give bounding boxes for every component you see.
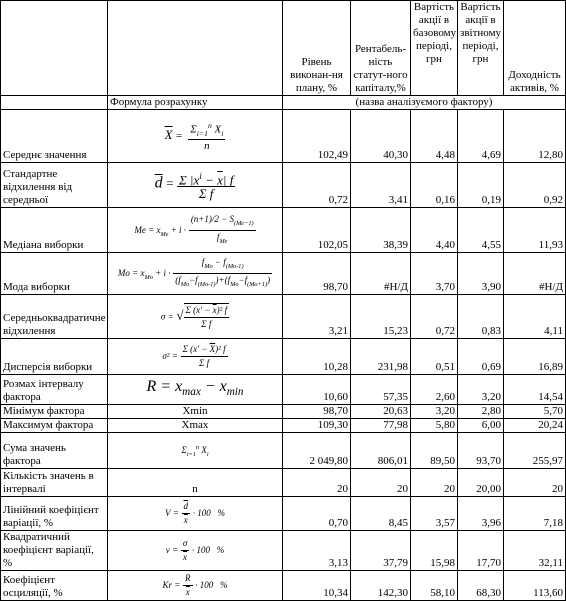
value-cell: 3,57: [411, 497, 458, 531]
value-cell: 14,54: [504, 375, 566, 405]
value-cell: 20: [504, 469, 566, 497]
formula-mean: $\overline{X}$ = $\frac{\Sigma_{i=1}^n X_i}{n}$: [108, 110, 283, 163]
value-cell: 98,70: [283, 405, 351, 419]
value-cell: 10,28: [283, 339, 351, 375]
formula-count: n: [108, 469, 283, 497]
column-header: Рентабель-ність статут-ного капіталу,%: [351, 1, 411, 96]
column-header: Вартість акції в базовому періоді, грн: [411, 1, 458, 96]
value-cell: 20,24: [504, 419, 566, 433]
value-cell: 10,34: [283, 571, 351, 601]
subheader-row: [1, 96, 566, 110]
value-cell: 0,51: [411, 339, 458, 375]
formula-variance: σ² = $\frac{\Sigma (x' - \overline{X})^2 f}{\text{Σ f}}$: [108, 339, 283, 375]
row-label: Медіана виборки: [1, 208, 108, 253]
row-label: Середнє значення: [1, 110, 108, 163]
table-row: [1, 253, 566, 295]
value-cell: 12,80: [504, 110, 566, 163]
row-label: Середньоквадратичне відхилення: [1, 295, 108, 339]
value-cell: 4,55: [458, 208, 504, 253]
row-label: Коефіцієнт осциляції, %: [1, 571, 108, 601]
value-cell: 10,60: [283, 375, 351, 405]
value-cell: 17,70: [458, 531, 504, 571]
row-label: Квадратичний коефіцієнт варіації, %: [1, 531, 108, 571]
table-row: [1, 295, 566, 339]
row-label: Мінімум фактора: [1, 405, 108, 419]
value-cell: 109,30: [283, 419, 351, 433]
value-cell: 0,72: [411, 295, 458, 339]
factor-span-header: (назва аналізуємого фактору): [283, 96, 566, 110]
row-label: Сума значень фактора: [1, 433, 108, 469]
value-cell: 4,69: [458, 110, 504, 163]
row-label: Кількість значень в інтервалі: [1, 469, 108, 497]
table-row: [1, 497, 566, 531]
value-cell: 142,30: [351, 571, 411, 601]
value-cell: 4,11: [504, 295, 566, 339]
table-row: [1, 419, 566, 433]
value-cell: 20,63: [351, 405, 411, 419]
value-cell: #Н/Д: [351, 253, 411, 295]
value-cell: 0,92: [504, 163, 566, 208]
value-cell: 3,20: [458, 375, 504, 405]
value-cell: 58,10: [411, 571, 458, 601]
value-cell: 38,39: [351, 208, 411, 253]
header-empty-label: [1, 1, 108, 96]
value-cell: 20,00: [458, 469, 504, 497]
value-cell: 98,70: [283, 253, 351, 295]
value-cell: 89,50: [411, 433, 458, 469]
formula-oscillation: Kr = $\frac{R}{x}$ · 100 %: [108, 571, 283, 601]
formula-range: $R = x_{max} - x_{min}$: [108, 375, 283, 405]
value-cell: 4,40: [411, 208, 458, 253]
value-cell: 5,80: [411, 419, 458, 433]
value-cell: 68,30: [458, 571, 504, 601]
row-label: Лінійний коефіцієнт варіації, %: [1, 497, 108, 531]
value-cell: 3,41: [351, 163, 411, 208]
row-label: Розмах інтервалу фактора: [1, 375, 108, 405]
value-cell: 3,96: [458, 497, 504, 531]
value-cell: 102,05: [283, 208, 351, 253]
value-cell: 93,70: [458, 433, 504, 469]
row-label: Мода виборки: [1, 253, 108, 295]
table-row: [1, 469, 566, 497]
value-cell: 11,93: [504, 208, 566, 253]
value-cell: 5,70: [504, 405, 566, 419]
value-cell: 77,98: [351, 419, 411, 433]
value-cell: 102,49: [283, 110, 351, 163]
value-cell: 806,01: [351, 433, 411, 469]
value-cell: 0,83: [458, 295, 504, 339]
value-cell: 37,79: [351, 531, 411, 571]
table-row: [1, 405, 566, 419]
column-header: Рівень виконан-ня плану, %: [283, 1, 351, 96]
value-cell: 32,11: [504, 531, 566, 571]
formula-mean-deviation: $\overline{d}$ = $\frac{\Sigma |x^i - \overline{x}| f}{\text{Σ f}}$: [108, 163, 283, 208]
table-row: [1, 433, 566, 469]
column-header: Вартість акції в звітному періоді, грн: [458, 1, 504, 96]
formula-column-header: Формула розрахунку: [108, 96, 283, 110]
value-cell: 20: [283, 469, 351, 497]
value-cell: 7,18: [504, 497, 566, 531]
formula-sum: $\Sigma_{i=1}^n$ $X_i$: [108, 433, 283, 469]
row-label: Максимум фактора: [1, 419, 108, 433]
formula-max: Xmax: [108, 419, 283, 433]
value-cell: 0,16: [411, 163, 458, 208]
table-row: [1, 339, 566, 375]
value-cell: 15,98: [411, 531, 458, 571]
formula-standard-deviation: σ = √ $\frac{\Sigma (x' - \overline{x})^2 f}{\text{Σ f}}$: [108, 295, 283, 339]
table-row: [1, 208, 566, 253]
value-cell: 6,00: [458, 419, 504, 433]
value-cell: 3,20: [411, 405, 458, 419]
value-cell: 8,45: [351, 497, 411, 531]
value-cell: 15,23: [351, 295, 411, 339]
table-row: [1, 571, 566, 601]
value-cell: 57,35: [351, 375, 411, 405]
value-cell: 113,60: [504, 571, 566, 601]
table-row: [1, 375, 566, 405]
value-cell: 3,13: [283, 531, 351, 571]
value-cell: 0,70: [283, 497, 351, 531]
header-row: [1, 1, 566, 96]
value-cell: 3,70: [411, 253, 458, 295]
value-cell: 40,30: [351, 110, 411, 163]
value-cell: 0,72: [283, 163, 351, 208]
value-cell: 3,21: [283, 295, 351, 339]
value-cell: 0,19: [458, 163, 504, 208]
value-cell: #Н/Д: [504, 253, 566, 295]
header-empty-formula: [108, 1, 283, 96]
value-cell: 3,90: [458, 253, 504, 295]
formula-median: $Me = x_{Me} + i$ · $\frac{(n+1)/2 - S_{(Me-1)}}{f_{Me}}$: [108, 208, 283, 253]
value-cell: 2 049,80: [283, 433, 351, 469]
value-cell: 2,60: [411, 375, 458, 405]
table-row: [1, 110, 566, 163]
formula-mode: $Mo = x_{Mo} + i$ · $\frac{f_{Mo} - f_{(Mo-1)}}{(f_{Mo}-f_{(Mo-1)})+(f_{Mo}-f_{(Mo+1)})}$: [108, 253, 283, 295]
value-cell: 231,98: [351, 339, 411, 375]
value-cell: 20: [351, 469, 411, 497]
value-cell: 0,69: [458, 339, 504, 375]
row-label: Дисперсія виборки: [1, 339, 108, 375]
table-row: [1, 531, 566, 571]
formula-quadratic-variation: ν = $\frac{\sigma}{x}$ · 100 %: [108, 531, 283, 571]
subheader-empty: [1, 96, 108, 110]
value-cell: 255,97: [504, 433, 566, 469]
formula-linear-variation: V = $\frac{\overline{d}}{x}$ · 100 %: [108, 497, 283, 531]
value-cell: 16,89: [504, 339, 566, 375]
value-cell: 20: [411, 469, 458, 497]
row-label: Стандартне відхилення від середньої: [1, 163, 108, 208]
value-cell: 2,80: [458, 405, 504, 419]
column-header: Доходність активів, %: [504, 1, 566, 96]
formula-min: Xmin: [108, 405, 283, 419]
value-cell: 4,48: [411, 110, 458, 163]
table-row: [1, 163, 566, 208]
